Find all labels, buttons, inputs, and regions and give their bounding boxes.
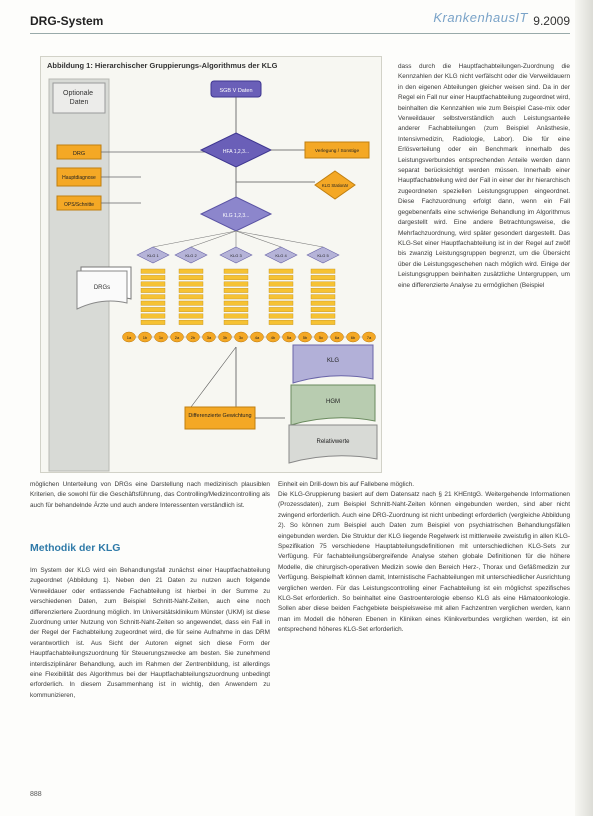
group-bar	[269, 269, 293, 273]
connector	[191, 347, 236, 407]
bottom-item-label: 5b	[302, 335, 308, 340]
right-column-text	[398, 62, 570, 291]
paragraph: Im System der KLG wird ein Behandlungsfall zunächst einer Hauptfachabteilung zugeordnet (Abbildung 1). Neben den 21 Daten zu nutzen auch folgende Verweildauer oder entlassende Fachabteilung ist hierbei in der Summe zu verschiedenen Daten, zum Beispiel Schnitt-Naht-Zeiten, auch eine noch differenziertere Zuordnung möglich. Im Universitätsklinikum Münster (UKM) ist diese Zuordnung unter Nutzung von Schnitt-Naht-Zeiten so angewendet, dass ein Fall in der Regel der Fachabteilung zugeordnet wird, die für seine Aufnahme in das DRM verantwortlich ist. Aus Sicht der Autoren eignet sich diese Form der Hauptfachabteilungszuordnung für Steuerungszwecke am besten. Sie zunehmend interdisziplinärer Behandlung, auch im Rahmen der Zentrenbildung, ist allerdings eine Flexibilität des Algorithmus bei der Hauptfachabteilungszuordnung unbedingt erforderlich. In diesem Zusammenhang ist in wichtig, den Anwendern zu kommunizieren,	[30, 567, 270, 699]
group-bar	[179, 307, 203, 311]
group-bar	[224, 288, 248, 292]
bottom-item-label: 3b	[222, 335, 228, 340]
branch-nodes	[137, 247, 339, 263]
group-bar	[311, 295, 335, 299]
figure-1	[40, 56, 382, 473]
group-bar	[311, 301, 335, 305]
group-bar	[311, 320, 335, 324]
middle-column-text	[278, 490, 570, 636]
group-bar	[311, 307, 335, 311]
group-bar	[269, 314, 293, 318]
fanout-line	[236, 231, 281, 247]
bottom-item-label: 1b	[142, 335, 148, 340]
branch-label: KLG 2	[185, 253, 197, 258]
group-bar	[269, 301, 293, 305]
group-bar	[311, 269, 335, 273]
decision-hfa-label: HFA 1,2,3...	[222, 149, 250, 155]
group-bar	[141, 314, 165, 318]
optional-data-box	[53, 83, 105, 113]
page-number: 888	[30, 791, 42, 798]
group-bar	[224, 320, 248, 324]
group-bar	[141, 288, 165, 292]
group-bar	[269, 275, 293, 279]
optional-data-label-l2: Daten	[69, 99, 89, 106]
group-bar	[311, 314, 335, 318]
bottom-item-label: 5c	[318, 335, 324, 340]
stack-doc-label: KLG	[326, 358, 340, 364]
header-title: DRG-System	[30, 14, 104, 28]
group-bar	[224, 314, 248, 318]
section-heading: Methodik der KLG	[30, 542, 121, 554]
group-bar	[179, 269, 203, 273]
weighting-label: Differenzierte Gewichtung	[188, 413, 252, 419]
top-node-label: SGB V Daten	[219, 88, 253, 94]
magazine-logo: KrankenhausIT	[433, 10, 528, 25]
paragraph: möglichen Unterteilung von DRGs eine Darstellung nach medizinisch plausiblen Kriterien, die sowohl für die Geschäftsführung, das Controlling/Medizincontrolling als auch für behandelnde Ärzte und auch andere Interessenten verständlich ist.	[30, 481, 270, 509]
group-bar	[311, 288, 335, 292]
group-bar	[224, 301, 248, 305]
group-bar	[179, 295, 203, 299]
decision-klg-label: KLG 1,2,3...	[222, 213, 250, 219]
group-bar	[141, 269, 165, 273]
paragraph: Die KLG-Gruppierung basiert auf dem Datensatz nach § 21 KHEntgG. Weitergehende Informationen (Prozessdaten), zum Beispiel Schnitt-Naht-Zeiten können eingebunden werden, sind aber nicht zwingend erforderlich. Auch eine DRG-Zuordnung ist nicht unbedingt erforderlich (vergleiche Abbildung 2). So können zum Beispiel auch Daten zum Beispiel von psychiatrischen Behandlungsfällen eingebunden werden. Die Struktur der KLG liegende Regelwerk ist mittlerweile zweistufig in allen KLG-Spezifikation 75 verschiedene Hauptabteilungsdefinitionen mit unterschiedlichen KLG-Sets zur Verfügung. Für fachabteilungsübergreifende Analyse stehen globale Definitionen für die höhere Modelle, die chirurgisch-operativen Medizin sowie den Bereich Herz-, Thorax und Gefäßmedizin zur Verfügung. Beispielhaft können damit, Internistische Fachabteilungen mit unterschiedlicher Ausrichtung verglichen werden. Für das Leistungscontrolling einer Fachabteilung ist ein möglichst spezifisches KLG-Set erforderlich. So beinhaltet eine Gastroenterologie ebenso KLG als eine Hämatoonkologie. Sollen aber diese beiden Fachgebiete beispielsweise mit allen Fachzentren verglichen werden, kann man im Modell die höheren Ebenen in Kliniken eines Klinikverbundes verglichen werden, ist ein entsprechend höheres KLG-Set erforderlich.	[278, 491, 570, 634]
group-bar	[179, 320, 203, 324]
fanout-line	[236, 231, 323, 247]
group-bar	[224, 282, 248, 286]
left-column-text-body	[30, 566, 270, 701]
group-bar	[141, 320, 165, 324]
fanout-line	[153, 231, 236, 247]
bottom-item-label: 4b	[270, 335, 276, 340]
left-item-label: DRG	[72, 151, 86, 157]
middle-column-lead	[278, 480, 570, 490]
bottom-item-label: 5a	[286, 335, 292, 340]
bottom-item-label: 6a	[334, 335, 340, 340]
bottom-item-label: 1a	[126, 335, 132, 340]
header-divider	[30, 33, 570, 34]
stack-doc-hgm	[291, 385, 375, 425]
paragraph: dass durch die Hauptfachabteilungen-Zuordnung die Kennzahlen der KLG nicht verfälscht oder die Verweildauern in den eigenen Abteilungen gleicher weisen sind. Da in der Regel ein Fall nur einer Hauptfachabteilung zugeordnet wird, beinhalten die Kennzahlen wie zum Beispiel Case-mix oder Verweildauer selbstverständlich auch Leistungsanteile anderer Fachabteilungen (zum Beispiel Anästhesie, Intensivmedizin, Radiologie, Labor). Die für eine Erlösverteilung oder ein Benchmark innerhalb des Leistungsverbundes entsprechenden Anteile werden dann separat berücksichtigt werden müssen. Innerhalb einer Hauptfachabteilung wird der Fall in einer der ihr hierarchisch zugeordneten speziellen Leistungsgruppen eingeordnet. Diese Fachzuordnung erfolgt dann, wenn ein Fall gegebenenfalls eine schwierige Behandlung im Algorithmus dargestellt wird. Eine andere Betrachtungsweise, die Mehrfachzuordnung, wird später gesondert dargestellt. Das KLG-Set einer Hauptfachabteilung ist in der Regel auf zwölf bis zwanzig Leistungsgruppen begrenzt, um die Übersicht über die Leistungsgeschehen nach möglich wird. Einige der Leistungsgruppen beinhalten zusätzliche Untergruppen, um eine differenzierte Analyse zu ermöglichen (Beispiel	[398, 63, 570, 289]
branch-label: KLG 4	[275, 253, 287, 258]
bottom-item-label: 2b	[190, 335, 196, 340]
left-items	[57, 145, 101, 210]
fanout-line	[191, 231, 236, 247]
group-bar	[141, 301, 165, 305]
group-bar-stacks	[141, 269, 335, 325]
stack-doc-klg	[293, 345, 373, 383]
bottom-item-label: 7a	[366, 335, 372, 340]
branch-label: KLG 5	[317, 253, 329, 258]
group-bar	[179, 301, 203, 305]
group-bar	[141, 307, 165, 311]
group-bar	[269, 282, 293, 286]
group-bar	[311, 275, 335, 279]
paragraph: Einheit ein Drill-down bis auf Fallebene möglich.	[278, 481, 415, 488]
group-bar	[141, 275, 165, 279]
bottom-item-label: 3c	[238, 335, 244, 340]
group-bar	[269, 320, 293, 324]
group-bar	[141, 282, 165, 286]
group-bar	[269, 288, 293, 292]
group-bar	[224, 269, 248, 273]
bottom-item-label: 4a	[254, 335, 260, 340]
issue-date: 9.2009	[533, 14, 570, 28]
bottom-item-label: 2a	[174, 335, 180, 340]
decision-right-label: KLG Stationär	[321, 183, 349, 188]
side-box-label: Verlegung / Sonstige	[314, 149, 360, 154]
bottom-item-label: 1c	[158, 335, 164, 340]
stack-doc-label: HGM	[326, 399, 340, 405]
group-bar	[311, 282, 335, 286]
group-bar	[224, 275, 248, 279]
bottom-item-label: 3a	[206, 335, 212, 340]
group-bar	[269, 307, 293, 311]
drg-document-label: DRGs	[93, 285, 111, 291]
optional-data-label-l1: Optionale	[63, 90, 94, 97]
stack-doc-label: Relativwerte	[316, 439, 350, 445]
group-bar	[269, 295, 293, 299]
figure-caption: Abbildung 1: Hierarchischer Gruppierungs-Algorithmus der KLG	[47, 61, 278, 70]
group-bar	[179, 288, 203, 292]
page-edge-shadow	[575, 0, 593, 816]
group-bar	[179, 282, 203, 286]
left-column-text-top	[30, 480, 270, 511]
group-bar	[141, 295, 165, 299]
branch-label: KLG 3	[230, 253, 242, 258]
left-item-label: OPS/Schnitte	[63, 202, 95, 208]
bottom-item-label: 6b	[350, 335, 356, 340]
branch-label: KLG 1	[147, 253, 159, 258]
group-bar	[179, 275, 203, 279]
left-item-label: Hauptdiagnose	[62, 175, 96, 181]
group-bar	[179, 314, 203, 318]
group-bar	[224, 307, 248, 311]
klg-flow-diagram	[41, 57, 383, 474]
page-header	[30, 10, 570, 32]
group-bar	[224, 295, 248, 299]
fanout-lines	[153, 231, 323, 247]
